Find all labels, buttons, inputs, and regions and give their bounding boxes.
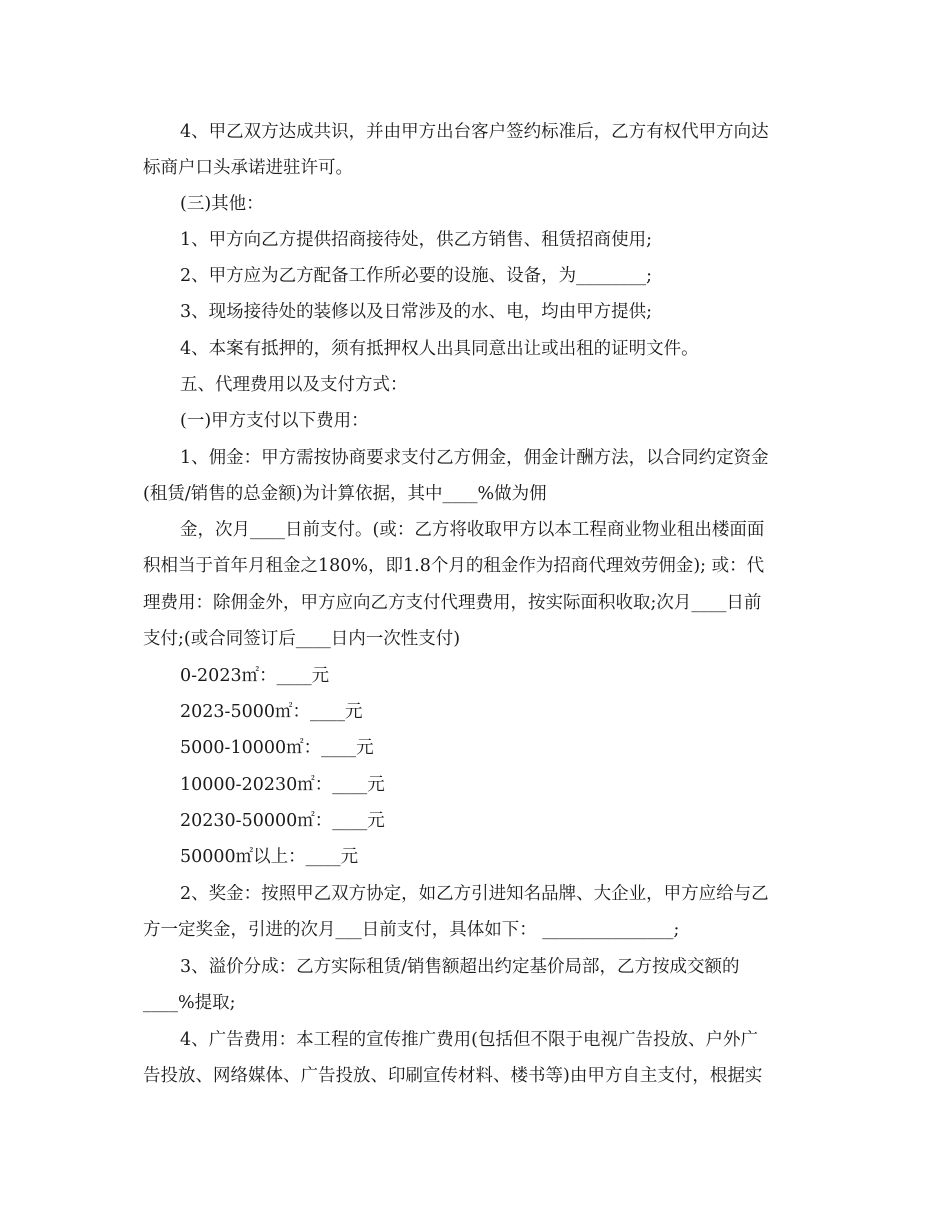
paragraph-line: 4、本案有抵押的，须有抵押权人出具同意出让或出租的证明文件。 <box>180 339 699 359</box>
paragraph-line: 2、甲方应为乙方配备工作所必要的设施、设备，为________; <box>180 266 653 286</box>
paragraph-line: 积相当于首年月租金之180%，即1.8个月的租金作为招商代理效劳佣金); 或：代 <box>143 556 765 576</box>
section-heading: (一)甲方支付以下费用： <box>180 411 369 431</box>
paragraph-line: 告投放、网络媒体、广告投放、印刷宣传材料、楼书等)由甲方自主支付，根据实 <box>143 1066 763 1086</box>
paragraph-line: 4、广告费用：本工程的宣传推广费用(包括但不限于电视广告投放、户外广 <box>180 1030 758 1050</box>
paragraph-line: (租赁/销售的总金额)为计算依据，其中____%做为佣 <box>143 484 547 504</box>
fee-tier-line: 10000-20230㎡：____元 <box>180 775 385 795</box>
paragraph-line: 方一定奖金，引进的次月___日前支付，具体如下： _______________; <box>143 920 680 940</box>
paragraph-line: 理费用：除佣金外，甲方应向乙方支付代理费用，按实际面积收取;次月____日前 <box>143 593 762 613</box>
section-heading: (三)其他： <box>180 194 264 214</box>
paragraph-line: 1、甲方向乙方提供招商接待处，供乙方销售、租赁招商使用; <box>180 230 653 250</box>
fee-tier-line: 0-2023㎡：____元 <box>180 666 330 686</box>
paragraph-line: 3、溢价分成：乙方实际租赁/销售额超出约定基价局部，乙方按成交额的 <box>180 957 740 977</box>
paragraph-line: 金，次月____日前支付。(或：乙方将收取甲方以本工程商业物业租出楼面面 <box>180 520 765 540</box>
fee-tier-line: 50000㎡以上：____元 <box>180 847 359 867</box>
paragraph-line: 3、现场接待处的装修以及日常涉及的水、电，均由甲方提供; <box>180 302 653 322</box>
paragraph-line: 1、佣金：甲方需按协商要求支付乙方佣金，佣金计酬方法，以合同约定资金 <box>180 448 769 468</box>
fee-tier-line: 5000-10000㎡：____元 <box>180 738 374 758</box>
fee-tier-line: 20230-50000㎡：____元 <box>180 811 385 831</box>
section-heading: 五、代理费用以及支付方式： <box>180 375 408 395</box>
paragraph-line: ____%提取; <box>143 993 236 1013</box>
paragraph-line: 2、奖金：按照甲乙双方协定，如乙方引进知名品牌、大企业，甲方应给与乙 <box>180 884 769 904</box>
paragraph-line: 4、甲乙双方达成共识，并由甲方出台客户签约标准后，乙方有权代甲方向达 <box>180 122 769 142</box>
paragraph-line: 标商户口头承诺进驻许可。 <box>143 158 353 178</box>
fee-tier-line: 2023-5000㎡：____元 <box>180 702 363 722</box>
paragraph-line: 支付;(或合同签订后____日内一次性支付) <box>143 629 461 649</box>
